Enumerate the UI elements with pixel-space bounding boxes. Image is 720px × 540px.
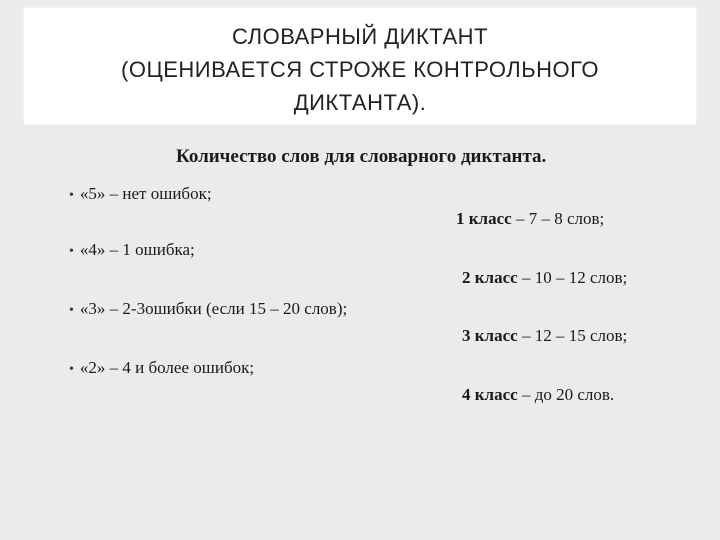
grading-item-4	[69, 240, 195, 260]
grading-item-3	[69, 299, 347, 319]
grade-count: – 12 – 15 слов;	[517, 326, 628, 345]
grade-label: 2 класс	[462, 268, 518, 287]
title-box	[24, 8, 696, 124]
grade-count: – 10 – 12 слов;	[517, 268, 628, 287]
bullet-icon: •	[69, 244, 74, 259]
grade-label: 1 класс	[456, 209, 512, 228]
grading-text: «2» – 4 и более ошибок;	[79, 358, 255, 377]
title-line-2: (ОЦЕНИВАЕТСЯ СТРОЖЕ КОНТРОЛЬНОГО	[121, 57, 599, 82]
word-count-grade-4	[462, 385, 614, 405]
grade-count: – 7 – 8 слов;	[511, 209, 605, 228]
word-count-grade-2	[462, 268, 627, 288]
grade-count: – до 20 слов.	[517, 385, 615, 404]
grading-item-2	[69, 358, 254, 378]
title-line-3: ДИКТАНТА).	[293, 90, 427, 115]
word-count-grade-3	[462, 326, 627, 346]
grading-text: «3» – 2-3ошибки (если 15 – 20 слов);	[79, 299, 348, 318]
bullet-icon: •	[69, 303, 74, 318]
grading-text: «4» – 1 ошибка;	[79, 240, 195, 259]
bullet-icon: •	[69, 362, 74, 377]
grade-label: 3 класс	[462, 326, 518, 345]
grade-label: 4 класс	[462, 385, 518, 404]
word-count-grade-1	[456, 209, 604, 229]
title-line-1: СЛОВАРНЫЙ ДИКТАНТ	[231, 24, 489, 49]
grading-item-5	[69, 184, 212, 204]
subtitle: Количество слов для словарного диктанта.	[176, 146, 547, 167]
bullet-icon: •	[69, 188, 74, 203]
grading-text: «5» – нет ошибок;	[79, 184, 212, 203]
